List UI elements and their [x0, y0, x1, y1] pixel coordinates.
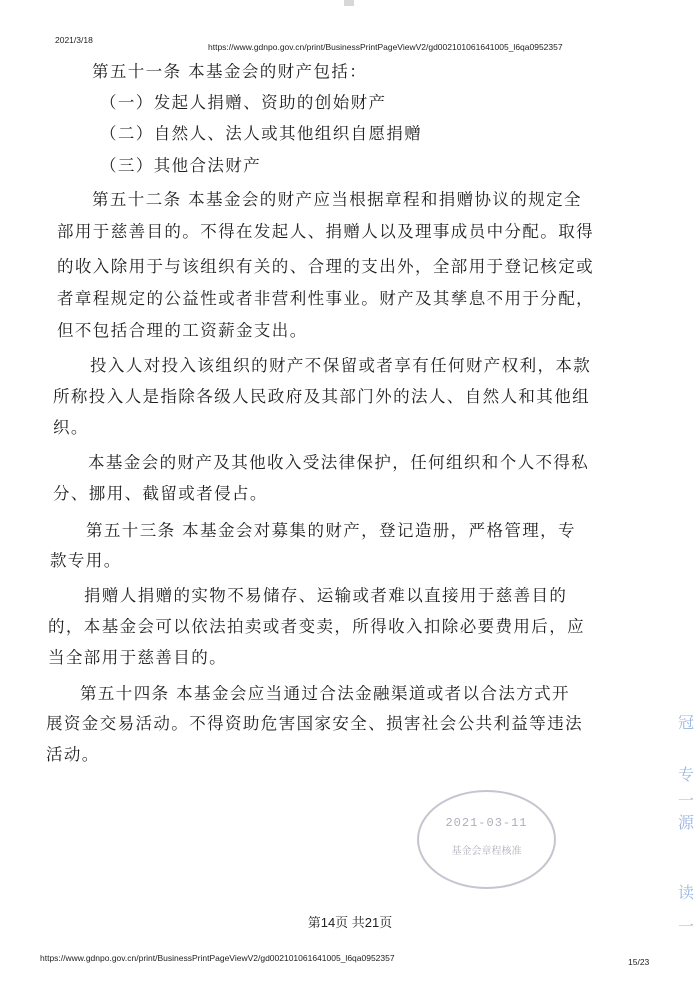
text-line: 所称投入人是指除各级人民政府及其部门外的法人、自然人和其他组 — [53, 387, 590, 406]
text-line: 第五十二条 本基金会的财产应当根据章程和捐赠协议的规定全 — [92, 190, 582, 209]
scan-artifact — [344, 0, 354, 6]
margin-mark: 冠 — [678, 713, 695, 732]
stamp-date: 2021-03-11 — [445, 816, 528, 830]
margin-mark: 读 — [678, 883, 695, 902]
page-number: 第14页 共21页 — [307, 915, 393, 930]
stamp-text: 基金会章程核准 — [451, 846, 522, 857]
print-date: 2021/3/18 — [55, 35, 93, 45]
text-line: 的，本基金会可以依法拍卖或者变卖，所得收入扣除必要费用后，应 — [48, 617, 585, 636]
text-line: （三）其他合法财产 — [100, 156, 262, 175]
text-line: 者章程规定的公益性或者非营利性事业。财产及其孳息不用于分配， — [57, 289, 594, 308]
text-line: 部用于慈善目的。不得在发起人、捐赠人以及理事成员中分配。取得 — [57, 222, 594, 241]
print-url-footer: https://www.gdnpo.gov.cn/print/BusinessPrintPageViewV2/gd002101061641005_l6qa0952357 — [40, 953, 395, 963]
text-line: （二）自然人、法人或其他组织自愿捐赠 — [100, 124, 423, 143]
margin-seal-fragment — [674, 700, 700, 940]
text-line: 第五十四条 本基金会应当通过合法金融渠道或者以合法方式开 — [80, 684, 570, 703]
margin-mark: 源 — [678, 813, 695, 832]
print-url-header: https://www.gdnpo.gov.cn/print/BusinessPrintPageViewV2/gd002101061641005_l6qa0952357 — [208, 42, 563, 52]
text-line: 当全部用于慈善目的。 — [48, 648, 227, 667]
text-line: 第五十一条 本基金会的财产包括： — [92, 62, 368, 81]
text-line: 活动。 — [46, 745, 100, 764]
text-line: 展资金交易活动。不得资助危害国家安全、损害社会公共利益等违法 — [46, 714, 583, 733]
margin-mark: 一 — [678, 791, 695, 810]
margin-mark: 专 — [678, 765, 695, 784]
text-line: 分、挪用、截留或者侵占。 — [53, 484, 268, 503]
text-line: 投入人对投入该组织的财产不保留或者享有任何财产权利，本款 — [90, 356, 592, 375]
approval-stamp — [417, 790, 556, 889]
text-line: 的收入除用于与该组织有关的、合理的支出外，全部用于登记核定或 — [57, 257, 594, 276]
text-line: 捐赠人捐赠的实物不易储存、运输或者难以直接用于慈善目的 — [84, 586, 568, 605]
text-line: （一）发起人捐赠、资助的创始财产 — [100, 93, 387, 112]
margin-mark: 一 — [678, 917, 695, 936]
text-line: 款专用。 — [50, 551, 122, 570]
text-line: 但不包括合理的工资薪金支出。 — [57, 321, 308, 340]
text-line: 织。 — [53, 418, 89, 437]
print-page-count: 15/23 — [628, 957, 650, 967]
text-line: 第五十三条 本基金会对募集的财产，登记造册，严格管理，专 — [86, 521, 576, 540]
text-line: 本基金会的财产及其他收入受法律保护，任何组织和个人不得私 — [88, 453, 590, 472]
